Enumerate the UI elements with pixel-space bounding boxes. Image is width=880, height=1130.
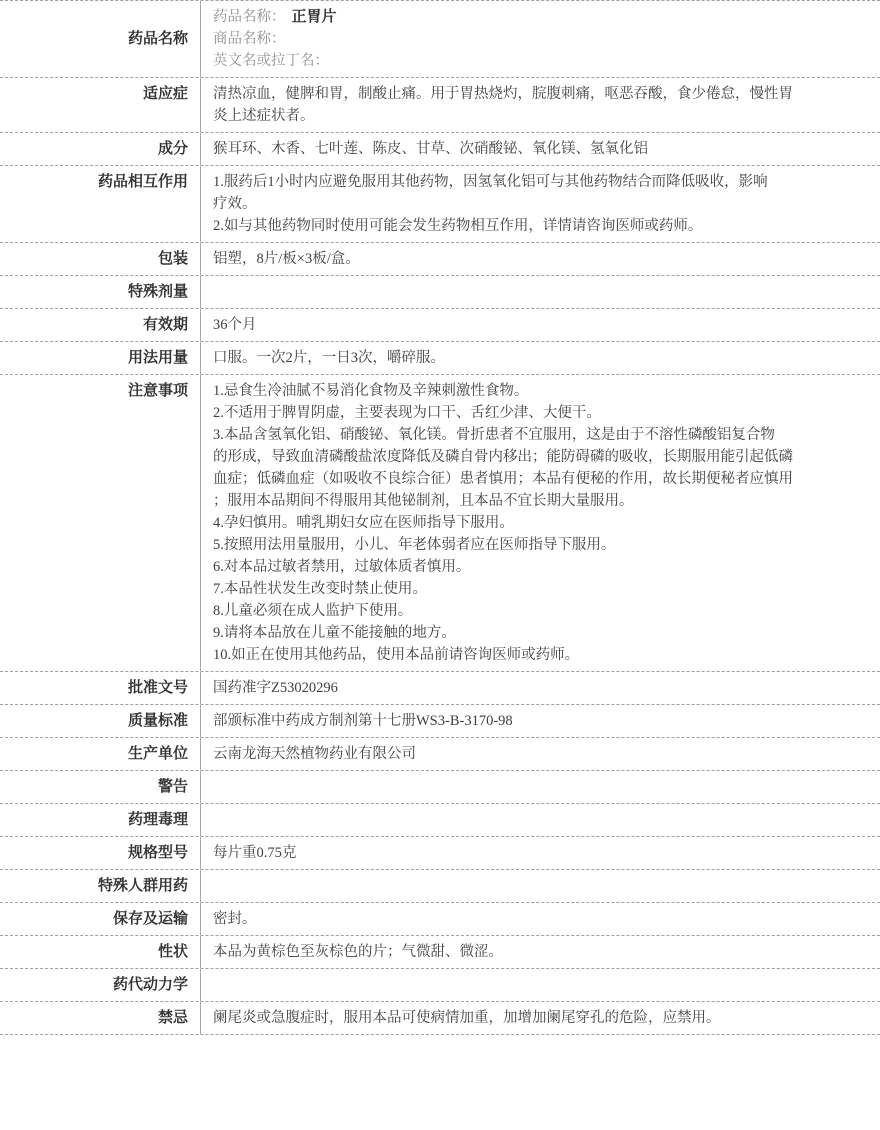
row-label: 质量标准 <box>0 705 201 737</box>
table-row <box>0 870 880 903</box>
row-label: 保存及运输 <box>0 903 201 935</box>
row-label: 药品名称 <box>0 1 201 77</box>
name-field-line <box>213 50 870 72</box>
row-value <box>201 309 880 341</box>
value-line: 9.请将本品放在儿童不能接触的地方。 <box>213 625 456 641</box>
table-row <box>0 342 880 375</box>
value-line: 猴耳环、木香、七叶莲、陈皮、甘草、次硝酸铋、氧化镁、氢氧化铝 <box>213 141 648 157</box>
row-label: 用法用量 <box>0 342 201 374</box>
value-line: 国药准字Z53020296 <box>213 680 338 696</box>
row-value <box>201 243 880 275</box>
row-value <box>201 771 880 803</box>
row-value <box>201 133 880 165</box>
value-line: 云南龙海天然植物药业有限公司 <box>213 746 416 762</box>
field-label: 英文名或拉丁名： <box>213 53 329 69</box>
value-line: 2.如与其他药物同时使用可能会发生药物相互作用，详情请咨询医师或药师。 <box>213 218 703 234</box>
value-line: 阑尾炎或急腹症时，服用本品可使病情加重，加增加阑尾穿孔的危险，应禁用。 <box>213 1010 721 1026</box>
value-line: 3.本品含氢氧化铝、硝酸铋、氧化镁。骨折患者不宜服用，这是由于不溶性磷酸铝复合物 <box>213 427 775 443</box>
row-label: 特殊剂量 <box>0 276 201 308</box>
row-label: 药理毒理 <box>0 804 201 836</box>
value-line: 36个月 <box>213 317 257 333</box>
value-line: 1.忌食生冷油腻不易消化食物及辛辣刺激性食物。 <box>213 383 529 399</box>
row-value <box>201 837 880 869</box>
name-field-line <box>213 28 870 50</box>
row-value <box>201 870 880 902</box>
row-label: 适应症 <box>0 78 201 132</box>
value-line: 疗效。 <box>213 196 257 212</box>
row-label: 生产单位 <box>0 738 201 770</box>
row-label: 包装 <box>0 243 201 275</box>
value-line: 密封。 <box>213 911 257 927</box>
table-row <box>0 672 880 705</box>
row-label: 注意事项 <box>0 375 201 671</box>
row-value <box>201 672 880 704</box>
row-label: 药品相互作用 <box>0 166 201 242</box>
value-line: 8.儿童必须在成人监护下使用。 <box>213 603 413 619</box>
row-label: 特殊人群用药 <box>0 870 201 902</box>
table-row <box>0 243 880 276</box>
row-value <box>201 276 880 308</box>
table-row <box>0 276 880 309</box>
value-line: ；服用本品期间不得服用其他铋制剂，且本品不宜长期大量服用。 <box>213 493 634 509</box>
value-line: 4.孕妇慎用。哺乳期妇女应在医师指导下服用。 <box>213 515 514 531</box>
name-field-line <box>213 6 870 28</box>
value-line: 铝塑，8片/板×3板/盒。 <box>213 251 360 267</box>
row-value <box>201 804 880 836</box>
row-value <box>201 738 880 770</box>
row-value <box>201 1002 880 1034</box>
table-row <box>0 837 880 870</box>
row-label: 有效期 <box>0 309 201 341</box>
row-value <box>201 936 880 968</box>
value-line: 每片重0.75克 <box>213 845 297 861</box>
row-value <box>201 166 880 242</box>
value-line: 清热凉血，健脾和胃，制酸止痛。用于胃热烧灼，脘腹刺痛，呕恶吞酸，食少倦怠，慢性胃 <box>213 86 793 102</box>
row-label: 规格型号 <box>0 837 201 869</box>
table-row <box>0 903 880 936</box>
row-value <box>201 1 880 77</box>
table-row <box>0 166 880 243</box>
table-row <box>0 804 880 837</box>
value-line: 10.如正在使用其他药品，使用本品前请咨询医师或药师。 <box>213 647 580 663</box>
row-value <box>201 969 880 1001</box>
row-value <box>201 342 880 374</box>
table-row <box>0 78 880 133</box>
table-row <box>0 375 880 672</box>
table-row <box>0 738 880 771</box>
field-label: 商品名称： <box>213 31 286 47</box>
table-row <box>0 936 880 969</box>
row-label: 禁忌 <box>0 1002 201 1034</box>
table-row <box>0 133 880 166</box>
value-line: 部颁标准中药成方制剂第十七册WS3-B-3170-98 <box>213 713 513 729</box>
row-value <box>201 78 880 132</box>
value-line: 7.本品性状发生改变时禁止使用。 <box>213 581 427 597</box>
value-line: 1.服药后1小时内应避免服用其他药物，因氢氧化铝可与其他药物结合而降低吸收，影响 <box>213 174 768 190</box>
field-label: 药品名称： <box>213 9 286 25</box>
drug-name-value: 正胃片 <box>291 9 337 25</box>
table-row <box>0 705 880 738</box>
row-label: 成分 <box>0 133 201 165</box>
value-line: 的形成，导致血清磷酸盐浓度降低及磷自骨内移出；能防碍磷的吸收，长期服用能引起低磷 <box>213 449 793 465</box>
value-line: 5.按照用法用量服用，小儿、年老体弱者应在医师指导下服用。 <box>213 537 616 553</box>
table-row <box>0 1 880 78</box>
row-value <box>201 375 880 671</box>
row-value <box>201 705 880 737</box>
value-line: 6.对本品过敏者禁用，过敏体质者慎用。 <box>213 559 471 575</box>
row-label: 批准文号 <box>0 672 201 704</box>
value-line: 炎上述症状者。 <box>213 108 315 124</box>
row-label: 药代动力学 <box>0 969 201 1001</box>
value-line: 血症；低磷血症（如吸收不良综合征）患者慎用；本品有便秘的作用，故长期便秘者应慎用 <box>213 471 793 487</box>
row-value <box>201 903 880 935</box>
value-line: 口服。一次2片，一日3次，嚼碎服。 <box>213 350 445 366</box>
row-label: 性状 <box>0 936 201 968</box>
value-line: 2.不适用于脾胃阴虚，主要表现为口干、舌红少津、大便干。 <box>213 405 601 421</box>
table-row <box>0 771 880 804</box>
table-row <box>0 309 880 342</box>
table-row <box>0 1002 880 1035</box>
value-line: 本品为黄棕色至灰棕色的片；气微甜、微涩。 <box>213 944 503 960</box>
table-row <box>0 969 880 1002</box>
row-label: 警告 <box>0 771 201 803</box>
